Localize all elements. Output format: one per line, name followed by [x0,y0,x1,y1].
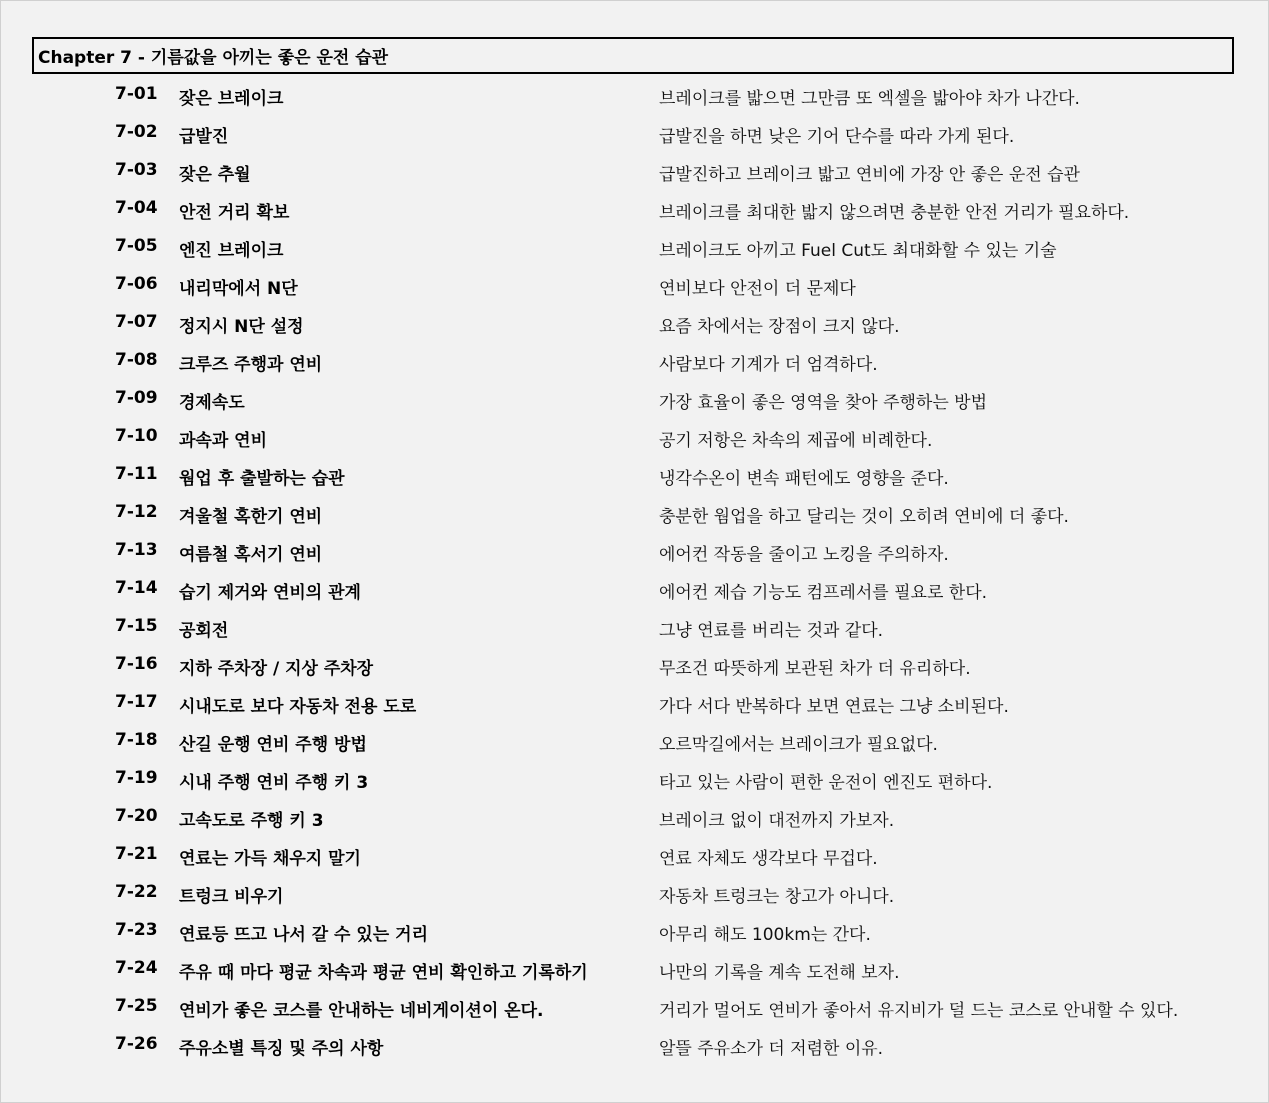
toc-row [0,912,1269,950]
section-number: 7-09 [115,388,158,408]
section-number: 7-08 [115,350,158,370]
toc-row [0,874,1269,912]
section-number: 7-19 [115,768,158,788]
section-title: 연비가 좋은 코스를 안내하는 네비게이션이 온다. [179,1001,544,1021]
section-title: 과속과 연비 [179,431,268,451]
section-number: 7-03 [115,160,158,180]
toc-row [0,836,1269,874]
toc-row [0,950,1269,988]
toc-row [0,266,1269,304]
section-description: 공기 저항은 차속의 제곱에 비례한다. [659,431,933,451]
section-description: 연비보다 안전이 더 문제다 [659,279,856,299]
section-title: 지하 주차장 / 지상 주차장 [179,659,374,679]
section-description: 무조건 따뜻하게 보관된 차가 더 유리하다. [659,659,971,679]
section-title: 산길 운행 연비 주행 방법 [179,735,367,755]
section-title: 정지시 N단 설정 [179,317,304,337]
section-description: 타고 있는 사람이 편한 운전이 엔진도 편하다. [659,773,993,793]
section-description: 오르막길에서는 브레이크가 필요없다. [659,735,938,755]
section-title: 연료는 가득 채우지 말기 [179,849,361,869]
section-title: 겨울철 혹한기 연비 [179,507,323,527]
section-title: 트렁크 비우기 [179,887,284,907]
section-number: 7-06 [115,274,158,294]
section-number: 7-21 [115,844,158,864]
section-description: 요즘 차에서는 장점이 크지 않다. [659,317,900,337]
toc-row [0,532,1269,570]
section-description: 가다 서다 반복하다 보면 연료는 그냥 소비된다. [659,697,1009,717]
section-title: 급발진 [179,127,229,147]
section-description: 거리가 멀어도 연비가 좋아서 유지비가 덜 드는 코스로 안내할 수 있다. [659,1001,1179,1021]
section-title: 주유 때 마다 평균 차속과 평균 연비 확인하고 기록하기 [179,963,588,983]
section-description: 브레이크도 아끼고 Fuel Cut도 최대화할 수 있는 기술 [659,241,1057,261]
section-number: 7-10 [115,426,158,446]
section-title: 크루즈 주행과 연비 [179,355,323,375]
section-title: 연료등 뜨고 나서 갈 수 있는 거리 [179,925,428,945]
toc-row [0,418,1269,456]
section-number: 7-12 [115,502,158,522]
section-number: 7-20 [115,806,158,826]
section-number: 7-04 [115,198,158,218]
section-title: 내리막에서 N단 [179,279,298,299]
section-description: 급발진을 하면 낮은 기어 단수를 따라 가게 된다. [659,127,1015,147]
section-description: 에어컨 작동을 줄이고 노킹을 주의하자. [659,545,949,565]
section-number: 7-18 [115,730,158,750]
toc-row [0,190,1269,228]
section-title: 안전 거리 확보 [179,203,290,223]
toc-row [0,228,1269,266]
section-number: 7-14 [115,578,158,598]
toc-row [0,646,1269,684]
toc-row [0,152,1269,190]
section-description: 가장 효율이 좋은 영역을 찾아 주행하는 방법 [659,393,988,413]
section-title: 엔진 브레이크 [179,241,284,261]
section-description: 자동차 트렁크는 창고가 아니다. [659,887,895,907]
toc-row [0,76,1269,114]
section-title: 습기 제거와 연비의 관계 [179,583,361,603]
toc-row [0,608,1269,646]
toc-row [0,304,1269,342]
section-title: 경제속도 [179,393,245,413]
section-number: 7-05 [115,236,158,256]
chapter-title: Chapter 7 - 기름값을 아끼는 좋은 운전 습관 [38,48,389,68]
section-title: 여름철 혹서기 연비 [179,545,323,565]
section-description: 브레이크를 최대한 밟지 않으려면 충분한 안전 거리가 필요하다. [659,203,1130,223]
chapter-header [32,37,1234,74]
section-description: 아무리 해도 100km는 간다. [659,925,871,945]
section-title: 공회전 [179,621,229,641]
section-number: 7-22 [115,882,158,902]
toc-row [0,1026,1269,1064]
section-title: 잦은 추월 [179,165,251,185]
section-description: 연료 자체도 생각보다 무겁다. [659,849,878,869]
toc-row [0,798,1269,836]
toc-row [0,380,1269,418]
section-title: 잦은 브레이크 [179,89,284,109]
toc-row [0,494,1269,532]
section-number: 7-13 [115,540,158,560]
section-title: 시내 주행 연비 주행 키 3 [179,773,369,793]
section-description: 급발진하고 브레이크 밟고 연비에 가장 안 좋은 운전 습관 [659,165,1080,185]
section-number: 7-11 [115,464,158,484]
section-number: 7-16 [115,654,158,674]
section-number: 7-25 [115,996,158,1016]
toc-row [0,456,1269,494]
section-number: 7-02 [115,122,158,142]
toc-row [0,988,1269,1026]
section-description: 나만의 기록을 계속 도전해 보자. [659,963,900,983]
section-description: 알뜰 주유소가 더 저렴한 이유. [659,1039,884,1059]
toc-row [0,684,1269,722]
toc-row [0,570,1269,608]
section-description: 브레이크 없이 대전까지 가보자. [659,811,895,831]
section-number: 7-24 [115,958,158,978]
section-number: 7-23 [115,920,158,940]
section-description: 사람보다 기계가 더 엄격하다. [659,355,878,375]
section-number: 7-26 [115,1034,158,1054]
section-title: 웜업 후 출발하는 습관 [179,469,345,489]
section-title: 고속도로 주행 키 3 [179,811,324,831]
toc-row [0,722,1269,760]
section-description: 충분한 웜업을 하고 달리는 것이 오히려 연비에 더 좋다. [659,507,1069,527]
section-description: 냉각수온이 변속 패턴에도 영향을 준다. [659,469,949,489]
section-number: 7-15 [115,616,158,636]
section-description: 브레이크를 밟으면 그만큼 또 엑셀을 밟아야 차가 나간다. [659,89,1080,109]
toc-row [0,760,1269,798]
section-description: 에어컨 제습 기능도 컴프레서를 필요로 한다. [659,583,988,603]
section-number: 7-17 [115,692,158,712]
section-number: 7-01 [115,84,158,104]
toc-row [0,114,1269,152]
section-number: 7-07 [115,312,158,332]
section-description: 그냥 연료를 버리는 것과 같다. [659,621,884,641]
section-title: 시내도로 보다 자동차 전용 도로 [179,697,417,717]
toc-list [0,76,1269,1064]
toc-row [0,342,1269,380]
section-title: 주유소별 특징 및 주의 사항 [179,1039,384,1059]
